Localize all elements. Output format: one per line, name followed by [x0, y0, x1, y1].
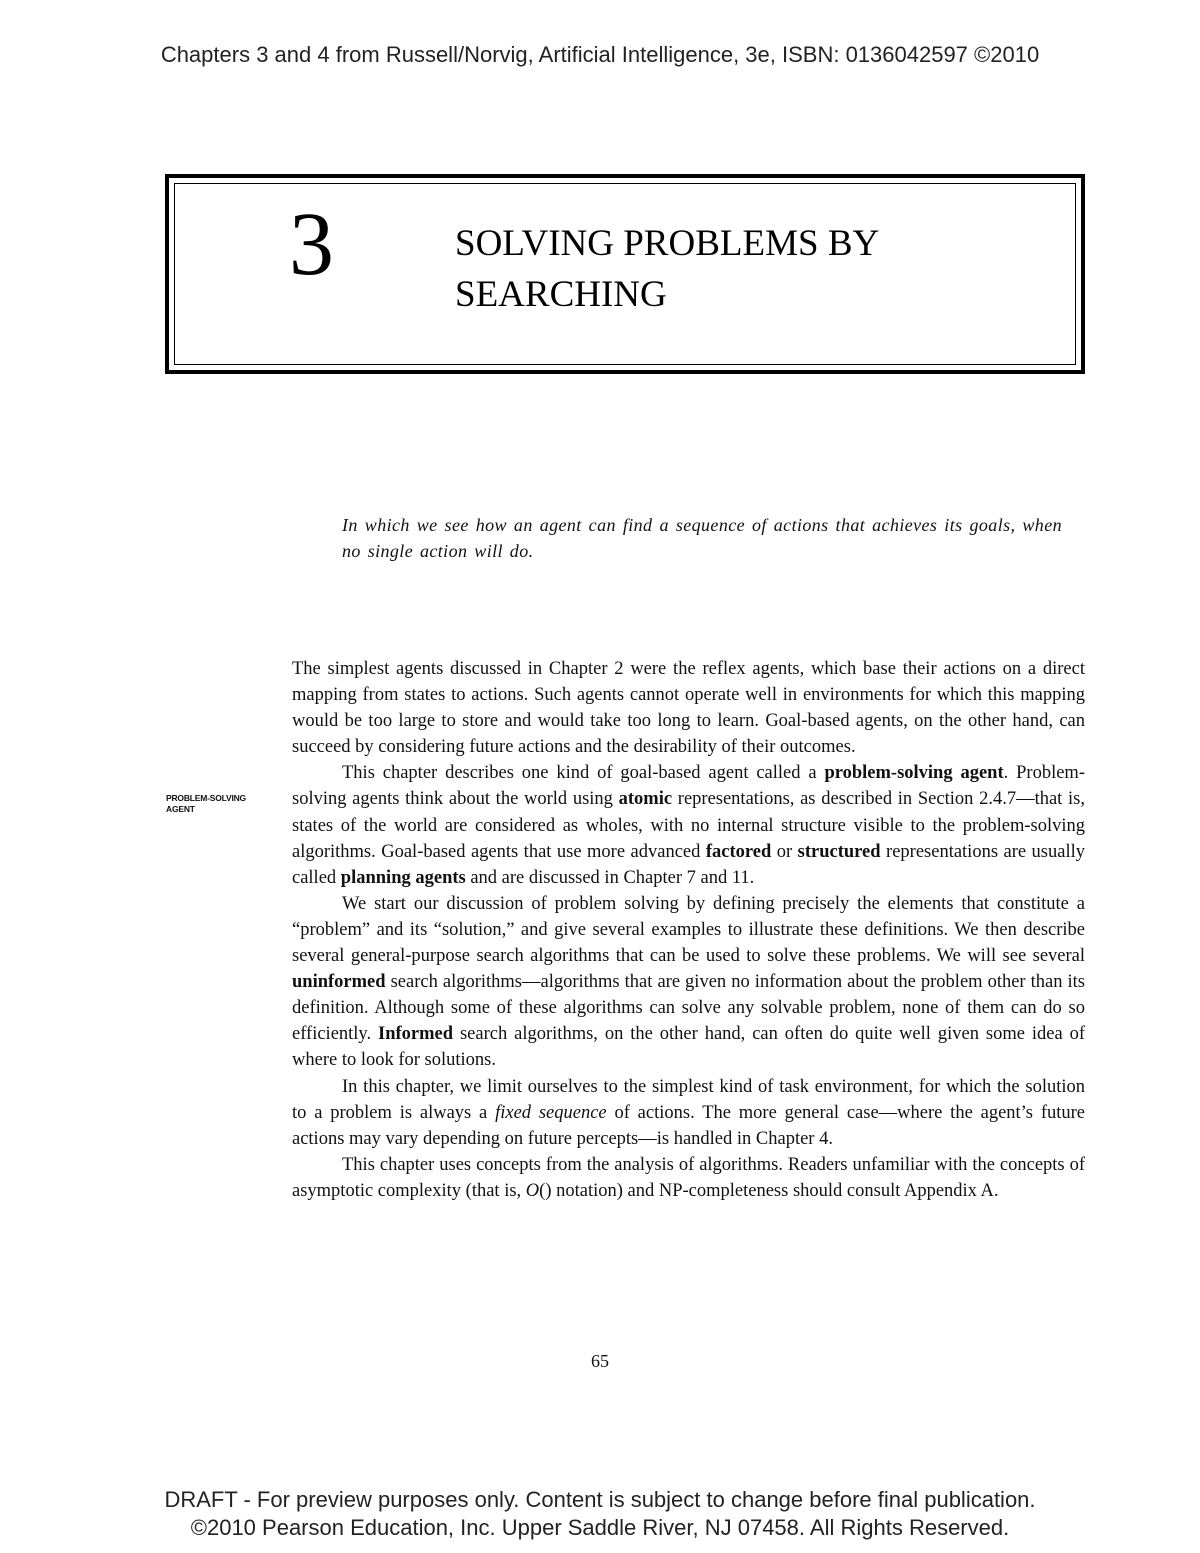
- text-span: . Problem-solving agents think about the world using: [292, 763, 1085, 810]
- text-span: search algorithms, on the other hand, can often do quite well given some idea of where to look for solutions.: [292, 1024, 1085, 1071]
- text-span: or: [771, 841, 798, 862]
- term-factored: factored: [705, 841, 772, 862]
- paragraph-3: [292, 891, 1085, 1074]
- chapter-title-line-2: SEARCHING: [455, 274, 667, 315]
- paragraph-4: [292, 1074, 1085, 1152]
- draft-footer: [0, 1486, 1200, 1542]
- body-text: [292, 656, 1085, 1204]
- paragraph-2: [292, 760, 1085, 890]
- text-span: representations, as described in Section 2.4.7—that is, states of the world are considered as wholes, with no internal structure visible to the problem-solving algorithms. Goal-based agents that use more advanced: [292, 789, 1085, 862]
- text-span: of actions. The more general case—where the agent’s future actions may vary depending on future percepts—is handled in Chapter 4.: [292, 1102, 1085, 1149]
- text-span: This chapter describes one kind of goal-based agent called a: [342, 763, 825, 784]
- emphasis-fixed-sequence: fixed sequence: [495, 1102, 607, 1123]
- paragraph-1: The simplest agents discussed in Chapter 2 were the reflex agents, which base their actions on a direct mapping from states to actions. Such agents cannot operate well in environments for which this mapping would be too large to store and would take too long to learn. Goal-based agents, on the other hand, can succeed by considering future actions and the desirability of their outcomes.: [292, 659, 1085, 758]
- big-o-symbol: O: [525, 1180, 540, 1201]
- text-span: In this chapter, we limit ourselves to the simplest kind of task environment, for which the solution to a problem is always a: [292, 1076, 1085, 1123]
- term-problem-solving-agent: problem-solving agent: [824, 763, 1004, 784]
- chapter-title-box: [165, 174, 1085, 374]
- term-informed: Informed: [378, 1024, 454, 1045]
- text-span: representations are usually called: [292, 841, 1085, 888]
- chapter-epigraph: In which we see how an agent can find a sequence of actions that achieves its goals, when no single action will do.: [342, 515, 1062, 561]
- text-span: and are discussed in Chapter 7 and 11.: [465, 867, 755, 888]
- term-uninformed: uninformed: [292, 972, 386, 993]
- margin-note-line-1: PROBLEM-SOLVING: [166, 793, 246, 803]
- footer-line-2: ©2010 Pearson Education, Inc. Upper Saddle River, NJ 07458. All Rights Reserved.: [190, 1515, 1010, 1540]
- paragraph-5: [292, 1152, 1085, 1204]
- text-span: search algorithms—algorithms that are given no information about the problem other than its definition. Although some of these algorithms can solve any solvable problem, none of them can do so efficiently.: [292, 972, 1085, 1045]
- margin-note-problem-solving-agent: [166, 793, 286, 815]
- text-span: We start our discussion of problem solving by defining precisely the elements that constitute a “problem” and its “solution,” and give several examples to illustrate these definitions. We then describe several general-purpose search algorithms that can be used to solve these problems. We will see several: [292, 893, 1085, 967]
- term-atomic: atomic: [618, 789, 673, 810]
- chapter-title: [455, 218, 1055, 320]
- chapter-number: 3: [289, 195, 334, 294]
- page-number: 65: [591, 1351, 609, 1371]
- term-structured: structured: [797, 841, 881, 862]
- source-header: Chapters 3 and 4 from Russell/Norvig, Artificial Intelligence, 3e, ISBN: 0136042597 ©2010: [160, 42, 1040, 67]
- text-span: This chapter uses concepts from the analysis of algorithms. Readers unfamiliar with the concepts of asymptotic complexity (that is,: [292, 1154, 1085, 1201]
- footer-line-1: DRAFT - For preview purposes only. Content is subject to change before final publication.: [164, 1487, 1036, 1512]
- chapter-title-line-1: SOLVING PROBLEMS BY: [455, 223, 880, 264]
- text-span: () notation) and NP-completeness should consult Appendix A.: [539, 1180, 999, 1201]
- term-planning-agents: planning agents: [340, 867, 466, 888]
- margin-note-line-2: AGENT: [166, 804, 195, 814]
